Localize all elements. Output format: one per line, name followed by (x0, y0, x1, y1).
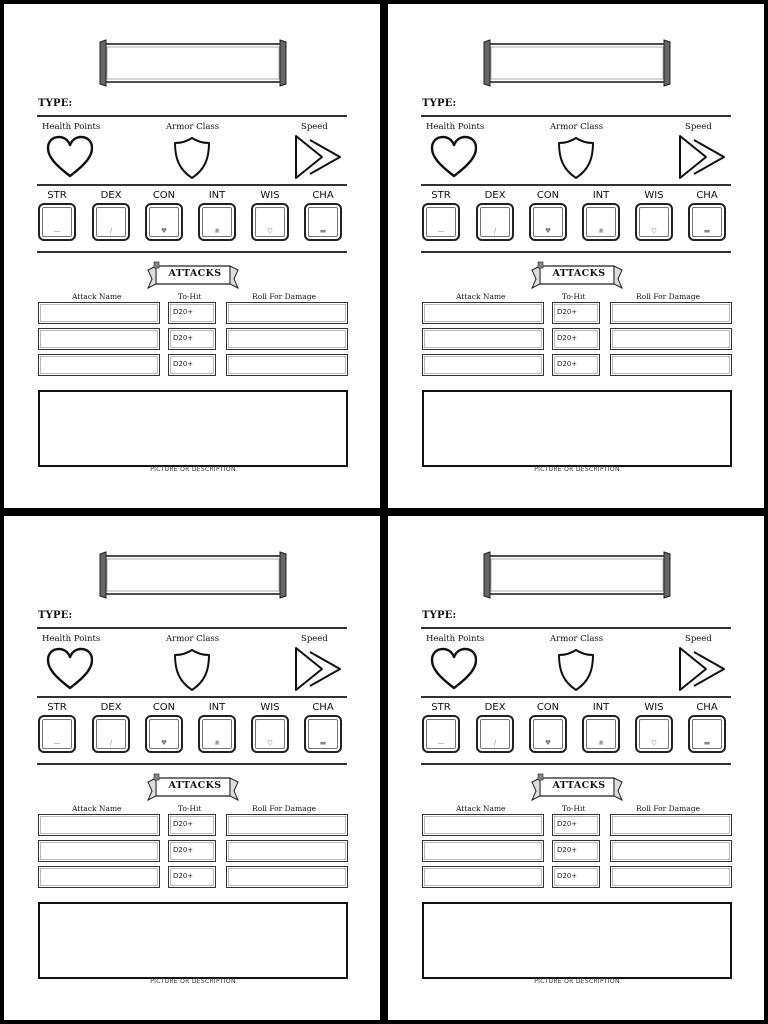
to-hit-header: To-Hit (178, 804, 202, 813)
armor-class-label: Armor Class (166, 122, 220, 132)
roll-for-damage-field[interactable] (610, 302, 732, 324)
ability-ornament-icon: ▽ (267, 739, 273, 747)
ability-label-int: INT (208, 190, 226, 201)
attack-name-header: Attack Name (456, 292, 506, 301)
ability-label-str: STR (47, 190, 67, 201)
ability-ornament-icon: ♥ (160, 739, 168, 747)
shield-icon[interactable] (172, 648, 212, 692)
ability-ornament-icon: — (437, 227, 445, 235)
ability-box-str[interactable] (38, 203, 76, 241)
to-hit-prefix: D20+ (173, 872, 194, 880)
ability-label-dex: DEX (484, 702, 506, 713)
divider (421, 184, 731, 186)
divider (37, 115, 347, 117)
ability-label-wis: WIS (260, 190, 280, 201)
ability-box-int[interactable] (198, 203, 236, 241)
ability-box-dex[interactable] (92, 715, 130, 753)
to-hit-field[interactable] (168, 840, 216, 862)
speed-label: Speed (301, 634, 328, 644)
title-banner[interactable] (482, 38, 672, 88)
ability-ornament-icon: ▬ (703, 739, 711, 747)
ability-ornament-icon: ♥ (544, 739, 552, 747)
divider (37, 696, 347, 698)
ability-ornament-icon: ∕ (493, 227, 497, 235)
to-hit-prefix: D20+ (173, 360, 194, 368)
heart-icon[interactable] (44, 646, 96, 692)
to-hit-field[interactable] (168, 866, 216, 888)
monster-sheet (4, 516, 380, 1020)
monster-sheet (388, 516, 764, 1020)
ability-label-wis: WIS (260, 702, 280, 713)
health-points-label: Health Points (42, 122, 101, 132)
speed-arrow-icon[interactable] (676, 646, 728, 692)
ability-ornament-icon: ∕ (109, 227, 113, 235)
attack-name-field[interactable] (422, 814, 544, 836)
roll-for-damage-field[interactable] (226, 840, 348, 862)
ability-box-int[interactable] (198, 715, 236, 753)
ability-box-wis[interactable] (635, 203, 673, 241)
to-hit-prefix: D20+ (173, 334, 194, 342)
ability-label-wis: WIS (644, 190, 664, 201)
divider (421, 763, 731, 765)
ability-ornament-icon: ♥ (544, 227, 552, 235)
to-hit-field[interactable] (168, 302, 216, 324)
health-points-label: Health Points (42, 634, 101, 644)
roll-for-damage-field[interactable] (226, 814, 348, 836)
attacks-title: ATTACKS (552, 268, 606, 279)
type-label: TYPE: (422, 98, 457, 109)
armor-class-label: Armor Class (550, 122, 604, 132)
speed-arrow-icon[interactable] (292, 646, 344, 692)
picture-description-box[interactable] (38, 902, 348, 979)
ability-ornament-icon: ▽ (651, 739, 657, 747)
roll-for-damage-header: Roll For Damage (636, 292, 700, 301)
picture-description-label: PICTURE OR DESCRIPTION (534, 978, 620, 985)
ability-label-con: CON (152, 702, 176, 713)
roll-for-damage-field[interactable] (610, 814, 732, 836)
ability-box-int[interactable] (582, 715, 620, 753)
ability-box-con[interactable] (529, 203, 567, 241)
speed-arrow-icon[interactable] (676, 134, 728, 180)
ability-ornament-icon: ❀ (598, 227, 604, 235)
ability-label-cha: CHA (312, 190, 334, 201)
ability-label-cha: CHA (696, 702, 718, 713)
divider (421, 251, 731, 253)
attack-name-field[interactable] (422, 328, 544, 350)
ability-label-str: STR (47, 702, 67, 713)
ability-label-cha: CHA (696, 190, 718, 201)
ability-box-str[interactable] (422, 715, 460, 753)
picture-description-label: PICTURE OR DESCRIPTION (150, 466, 236, 473)
ability-box-cha[interactable] (688, 203, 726, 241)
ability-ornament-icon: ▽ (267, 227, 273, 235)
to-hit-field[interactable] (552, 814, 600, 836)
attack-name-field[interactable] (38, 328, 160, 350)
picture-description-label: PICTURE OR DESCRIPTION (534, 466, 620, 473)
ability-box-str[interactable] (422, 203, 460, 241)
title-banner[interactable] (482, 550, 672, 600)
heart-icon[interactable] (428, 646, 480, 692)
attack-name-field[interactable] (38, 302, 160, 324)
ability-ornament-icon: ▬ (703, 227, 711, 235)
attack-name-field[interactable] (422, 840, 544, 862)
roll-for-damage-field[interactable] (610, 840, 732, 862)
to-hit-prefix: D20+ (557, 820, 578, 828)
roll-for-damage-header: Roll For Damage (252, 292, 316, 301)
roll-for-damage-field[interactable] (226, 302, 348, 324)
ability-box-dex[interactable] (476, 203, 514, 241)
to-hit-field[interactable] (168, 328, 216, 350)
speed-label: Speed (685, 122, 712, 132)
to-hit-header: To-Hit (562, 292, 586, 301)
ability-label-str: STR (431, 702, 451, 713)
ability-ornament-icon: ❀ (214, 739, 220, 747)
ability-ornament-icon: ▬ (319, 227, 327, 235)
roll-for-damage-field[interactable] (610, 328, 732, 350)
to-hit-prefix: D20+ (173, 308, 194, 316)
roll-for-damage-field[interactable] (226, 328, 348, 350)
ability-box-con[interactable] (145, 715, 183, 753)
ability-label-int: INT (208, 702, 226, 713)
divider (37, 763, 347, 765)
to-hit-prefix: D20+ (173, 820, 194, 828)
picture-description-box[interactable] (422, 902, 732, 979)
ability-ornament-icon: ❀ (598, 739, 604, 747)
shield-icon[interactable] (172, 136, 212, 180)
to-hit-header: To-Hit (562, 804, 586, 813)
monster-sheet (4, 4, 380, 508)
ability-box-cha[interactable] (688, 715, 726, 753)
roll-for-damage-field[interactable] (226, 354, 348, 376)
ability-label-dex: DEX (100, 702, 122, 713)
ability-label-con: CON (536, 190, 560, 201)
to-hit-prefix: D20+ (557, 846, 578, 854)
to-hit-field[interactable] (168, 354, 216, 376)
ability-box-dex[interactable] (92, 203, 130, 241)
armor-class-label: Armor Class (550, 634, 604, 644)
health-points-label: Health Points (426, 634, 485, 644)
speed-arrow-icon[interactable] (292, 134, 344, 180)
picture-description-box[interactable] (422, 390, 732, 467)
attacks-title: ATTACKS (168, 268, 222, 279)
heart-icon[interactable] (44, 134, 96, 180)
to-hit-header: To-Hit (178, 292, 202, 301)
speed-label: Speed (301, 122, 328, 132)
ability-box-str[interactable] (38, 715, 76, 753)
ability-box-wis[interactable] (251, 203, 289, 241)
to-hit-field[interactable] (552, 302, 600, 324)
to-hit-field[interactable] (168, 814, 216, 836)
ability-label-int: INT (592, 190, 610, 201)
roll-for-damage-field[interactable] (610, 866, 732, 888)
health-points-label: Health Points (426, 122, 485, 132)
monster-sheet (388, 4, 764, 508)
to-hit-field[interactable] (552, 866, 600, 888)
ability-ornament-icon: ▽ (651, 227, 657, 235)
ability-label-dex: DEX (484, 190, 506, 201)
ability-ornament-icon: — (53, 227, 61, 235)
attack-name-field[interactable] (38, 814, 160, 836)
armor-class-label: Armor Class (166, 634, 220, 644)
ability-label-con: CON (152, 190, 176, 201)
picture-description-box[interactable] (38, 390, 348, 467)
ability-box-int[interactable] (582, 203, 620, 241)
attack-name-field[interactable] (38, 354, 160, 376)
ability-label-int: INT (592, 702, 610, 713)
ability-box-cha[interactable] (304, 203, 342, 241)
attack-name-header: Attack Name (456, 804, 506, 813)
ability-label-con: CON (536, 702, 560, 713)
ability-ornament-icon: ∕ (109, 739, 113, 747)
ability-box-wis[interactable] (635, 715, 673, 753)
ability-box-con[interactable] (529, 715, 567, 753)
attack-name-field[interactable] (38, 840, 160, 862)
type-label: TYPE: (422, 610, 457, 621)
attack-name-field[interactable] (422, 354, 544, 376)
type-label: TYPE: (38, 610, 73, 621)
divider (37, 251, 347, 253)
to-hit-field[interactable] (552, 328, 600, 350)
divider (421, 115, 731, 117)
attack-name-field[interactable] (38, 866, 160, 888)
ability-ornament-icon: ❀ (214, 227, 220, 235)
ability-ornament-icon: ♥ (160, 227, 168, 235)
title-banner[interactable] (98, 550, 288, 600)
attack-name-header: Attack Name (72, 292, 122, 301)
attacks-title: ATTACKS (552, 780, 606, 791)
attack-name-field[interactable] (422, 866, 544, 888)
ability-ornament-icon: ∕ (493, 739, 497, 747)
attack-name-field[interactable] (422, 302, 544, 324)
picture-description-label: PICTURE OR DESCRIPTION (150, 978, 236, 985)
to-hit-field[interactable] (552, 354, 600, 376)
ability-ornament-icon: — (53, 739, 61, 747)
ability-label-cha: CHA (312, 702, 334, 713)
to-hit-prefix: D20+ (557, 360, 578, 368)
ability-ornament-icon: ▬ (319, 739, 327, 747)
to-hit-prefix: D20+ (557, 334, 578, 342)
ability-box-con[interactable] (145, 203, 183, 241)
ability-box-dex[interactable] (476, 715, 514, 753)
to-hit-prefix: D20+ (173, 846, 194, 854)
heart-icon[interactable] (428, 134, 480, 180)
attack-name-header: Attack Name (72, 804, 122, 813)
shield-icon[interactable] (556, 648, 596, 692)
shield-icon[interactable] (556, 136, 596, 180)
attacks-title: ATTACKS (168, 780, 222, 791)
roll-for-damage-header: Roll For Damage (636, 804, 700, 813)
roll-for-damage-header: Roll For Damage (252, 804, 316, 813)
ability-label-dex: DEX (100, 190, 122, 201)
to-hit-prefix: D20+ (557, 308, 578, 316)
to-hit-prefix: D20+ (557, 872, 578, 880)
divider (37, 627, 347, 629)
type-label: TYPE: (38, 98, 73, 109)
title-banner[interactable] (98, 38, 288, 88)
ability-ornament-icon: — (437, 739, 445, 747)
speed-label: Speed (685, 634, 712, 644)
divider (421, 627, 731, 629)
roll-for-damage-field[interactable] (226, 866, 348, 888)
to-hit-field[interactable] (552, 840, 600, 862)
roll-for-damage-field[interactable] (610, 354, 732, 376)
divider (37, 184, 347, 186)
divider (421, 696, 731, 698)
ability-box-cha[interactable] (304, 715, 342, 753)
ability-box-wis[interactable] (251, 715, 289, 753)
ability-label-wis: WIS (644, 702, 664, 713)
ability-label-str: STR (431, 190, 451, 201)
